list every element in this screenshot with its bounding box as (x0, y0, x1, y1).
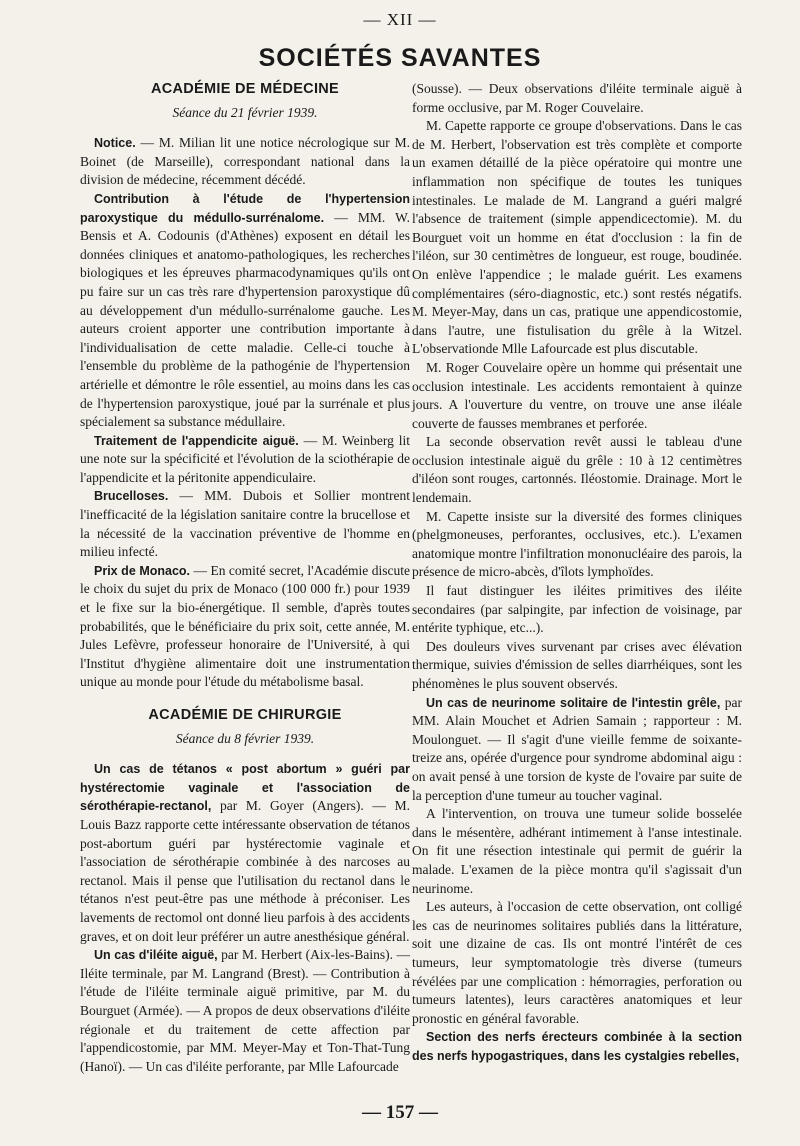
paragraph-text: par M. Goyer (Angers). — M. Louis Bazz rapporte cette intéressante observation de tétanos post-abortum guéri par hystérectomie vaginale et l'association de sérothérapie combinée à des narcoses au rectanol. Mais il pense que l'utilisation du rectanol dans le tétanos n'est peut-être pas une méthode à préconiser. Les lavements de rectomol ont donné lieu parfois à des accidents graves, et on doit leur préférer un autre anesthésique général. (80, 798, 410, 944)
paragraph-notice (80, 134, 410, 190)
paragraph-text: par M. Herbert (Aix-les-Bains). — Iléite terminale, par M. Langrand (Brest). — Contribution à l'étude de l'iléite terminale aiguë primitive, par M. du Bourguet (Armée). — A propos de deux observations d'iléite régionale et du traitement de cette affection par l'appendicostomie, par MM. Meyer-May et Ton-That-Tung (Hanoï). — Un cas d'iléite perforante, par Mlle Lafourcade (80, 947, 411, 1074)
paragraph-hypertension (80, 190, 410, 432)
paragraph-lead: Notice. (94, 136, 136, 151)
paragraph-capette-report: M. Capette rapporte ce groupe d'observations. Dans le cas de M. Herbert, l'observation est très complète et comporte un examen détaillé de la pièce opératoire qui montre une inflammation non spécifique de toutes les tuniques intestinales. Le malade de M. Langrand a guéri malgré l'absence de traitement (simple appendicectomie). M. du Bourguet voit un homme en état d'occlusion : la fin de l'iléon, sur 30 centimètres de longueur, est rouge, boudinée. On enlève l'appendice ; le malade guérit. Les examens complémentaires (séro-diagnostic, etc.) sont restés négatifs. M. Meyer-May, dans un cas, pratique une appendicostomie, dans l'autre, une fistulisation du grêle à la Witzel. L'observationde Mlle Lafourcade est plus discutable. (412, 118, 742, 357)
paragraph-tetanos (80, 760, 410, 946)
paragraph-authors: Les auteurs, à l'occasion de cette observation, ont colligé les cas de neurinomes solitaires publiés dans la littérature, soit une dizaine de cas. Ils ont montré l'intérêt de ces tumeurs, leur symptomatologie très diverse (tumeurs révélées par une complication : hémorragies, perforation ou tumeurs latentes), leurs caractères anatomiques et leur pronostic en général favorable. (412, 899, 742, 1026)
paragraph-couvelaire: M. Roger Couvelaire opère un homme qui présentait une occlusion intestinale. Les accidents remontaient à quinze jours. A l'ouverture du ventre, on trouve une anse iléale couverte de fausses membranes et perforée. (412, 359, 742, 431)
paragraph-symptoms: Des douleurs vives survenant par crises avec élévation thermique, suivies d'émission de selles diarrhéiques, sont les phénomènes le plus souvent observés. (412, 638, 742, 691)
left-column (80, 80, 410, 1076)
paragraph-text: — M. Weinberg lit une note sur la spécificité et l'évolution de la sciothérapie de l'appendicite et la péritonite appendiculaire. (80, 432, 410, 485)
paragraph-text: — M. Milian lit une notice nécrologique sur M. Boinet (de Marseille), correspondant national dans la division de médecine, récemment décédé. (80, 135, 410, 188)
paragraph-text: par MM. Alain Mouchet et Adrien Samain ; rapporteur : M. Moulonguet. — Il s'agit d'une vieille femme de soixante-treize ans, opérée d'urgence pour syndrome abdominal aigu : on avait pensé à une torsion de kyste de l'ovaire par suite de la perception d'une tumeur au toucher vaginal. (412, 694, 742, 803)
paragraph-neurinome (412, 694, 742, 806)
paragraph-lead: Un cas de neurinome solitaire de l'intestin grêle, (426, 695, 721, 710)
section-heading-medecine: ACADÉMIE DE MÉDECINE (150, 81, 340, 97)
paragraph-second-observation: La seconde observation revêt aussi le tableau d'une occlusion intestinale aiguë du grêle : 10 à 12 centimètres d'iléon sont rouges, cartonnés. Iléostomie. Drainage. Mort le lendemain. (412, 434, 742, 506)
paragraph-lead: Traitement de l'appendicite aiguë. (94, 433, 299, 448)
session-date-chirurgie: Séance du 8 février 1939. (175, 730, 315, 746)
paragraph-lead: Section des nerfs érecteurs combinée à la section des nerfs hypogastriques, dans les cystalgies rebelles, (412, 1030, 742, 1063)
paragraph-continuation: (Sousse). — Deux observations d'iléite terminale aiguë à forme occlusive, par M. Roger Couvelaire. (412, 81, 742, 115)
paragraph-text: — MM. Dubois et Sollier montrent l'inefficacité de la législation sanitaire contre la brucellose et la nécessité de la vaccination préventive de l'homme en milieu infecté. (80, 488, 410, 560)
paragraph-lead: Un cas d'iléite aiguë, (94, 948, 218, 963)
section-gap (80, 692, 410, 706)
paragraph-section-nerfs (412, 1028, 742, 1065)
paragraph-lead: Brucelloses. (94, 489, 169, 504)
paragraph-text: — En comité secret, l'Académie discute le choix du sujet du prix de Monaco (100 000 fr.) pour 1939 et le fixe sur la bio-énergétique. Il semble, d'après toutes probabilités, que le bénéficiaire du prix soit, cette année, M. Jules Lefèvre, professeur honoraire de l'Université, à qui l'Institut d'hygiène alimentaire doit une instrumentation unique au monde pour l'étude du métabolisme basal. (80, 562, 410, 690)
paragraph-lead: Contribution à l'étude de l'hypertension paroxystique du médullo-surrénalome. (80, 191, 410, 225)
page-number: — 157 — (362, 1102, 438, 1123)
page-title: SOCIÉTÉS SAVANTES (258, 44, 542, 72)
page-roman-numeral: — XII — (363, 10, 437, 29)
paragraph-intervention: A l'intervention, on trouva une tumeur solide bosselée dans le mésentère, adhérant intimement à l'anse intestinale. On fit une résection intestinale qui permit de guérir la malade. L'examen de la pièce montra qu'il s'agissait d'un neurinome. (412, 806, 742, 896)
paragraph-primary-secondary: Il faut distinguer les iléites primitives des iléite secondaires (par salpingite, par infection de voisinage, par entérite typhique, etc...). (412, 583, 742, 636)
paragraph-brucelloses (80, 487, 410, 561)
paragraph-lead: Un cas de tétanos « post abortum » guéri par hystérectomie vaginale et l'association de sérothérapie-rectanol, (80, 762, 410, 814)
right-column (412, 80, 742, 1065)
session-date-medecine: Séance du 21 février 1939. (172, 104, 318, 120)
paragraph-clinical-forms: M. Capette insiste sur la diversité des formes cliniques (phelgmoneuses, perforantes, occlusives, etc.). L'examen anatomique montre l'infiltration mononucléaire des parois, la présence de micro-abcès, d'îlots lymphoïdes. (412, 508, 742, 580)
paragraph-appendicite (80, 432, 410, 488)
section-heading-chirurgie: ACADÉMIE DE CHIRURGIE (148, 707, 342, 723)
paragraph-prix-monaco (80, 562, 410, 692)
paragraph-ileite (80, 946, 410, 1076)
paragraph-text: — MM. W. Bensis et A. Codounis (d'Athènes) exposent en détail les données cliniques et anatomo-pathologiques, les recherches biologiques et les épreuves pharmacodynamiques qu'ils ont pu faire sur un cas très rare d'hypertension paroxystique dû au développement d'un médullo-surrénalome gauche. Les auteurs croient apporter une contribution importante à l'individualisation de cette maladie. Celle-ci touche à l'ensemble du problème de la pathogénie de l'hypertension artérielle et démontre le rôle essentiel, au moins dans les cas de l'hypertension paroxystique, joué par la surrénale et plus spécialement sa substance médullaire. (80, 209, 410, 430)
paragraph-lead: Prix de Monaco. (94, 563, 191, 578)
